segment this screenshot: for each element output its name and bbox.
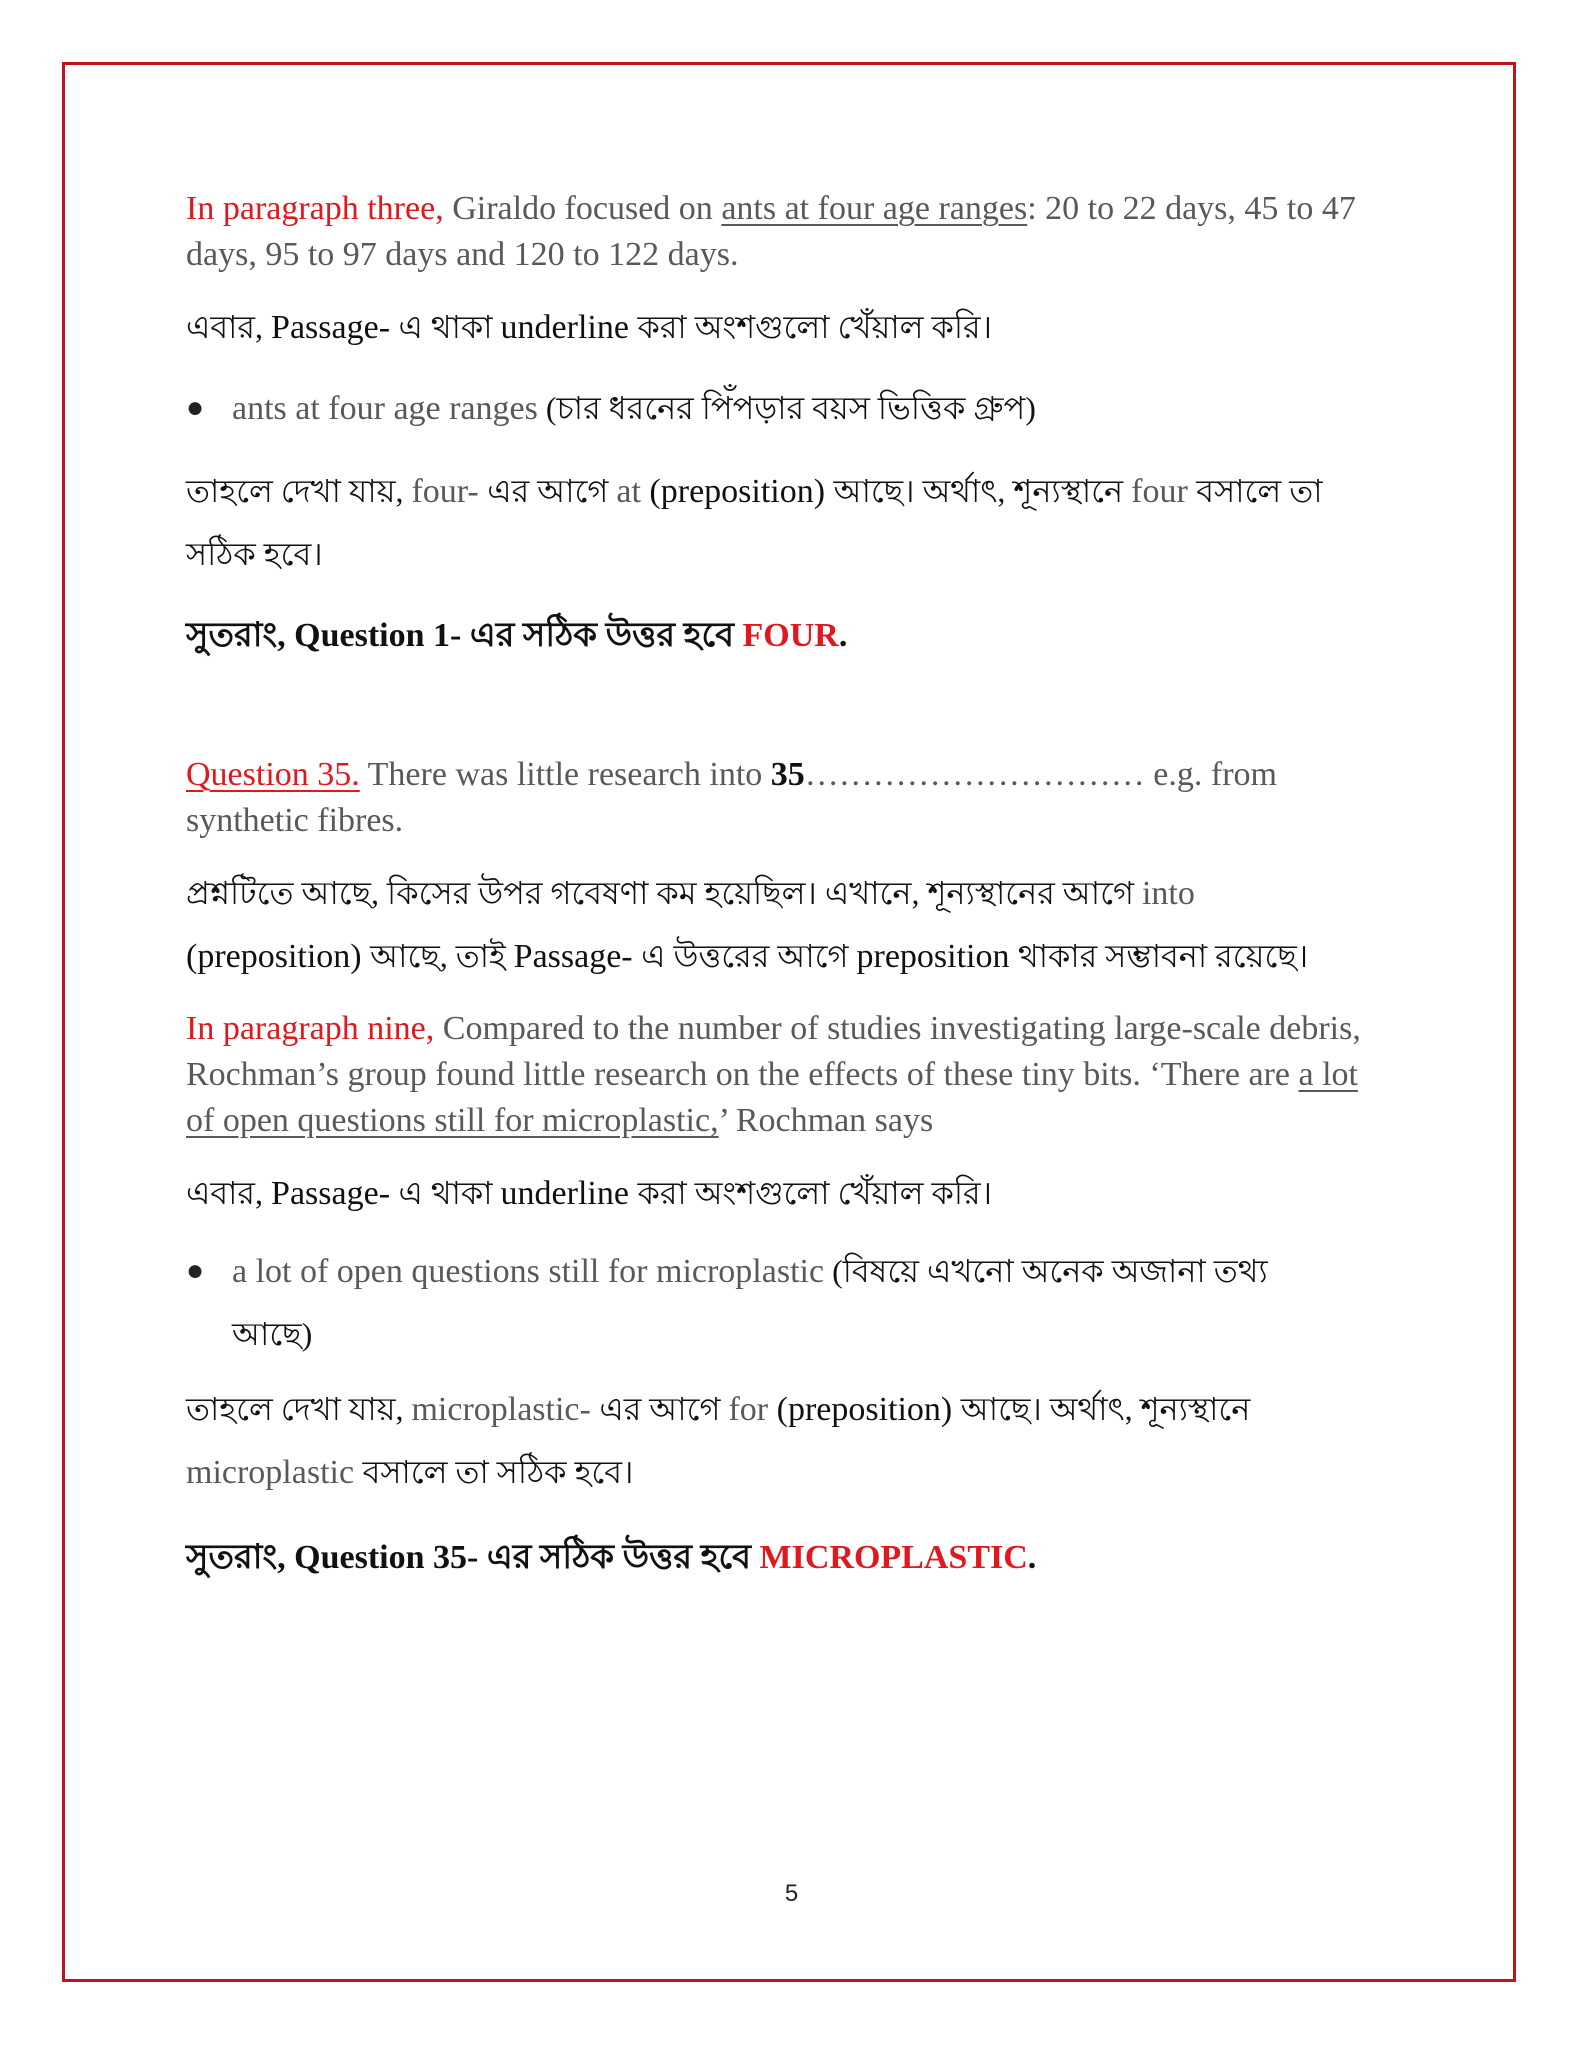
q1-passage-paragraph: In paragraph three, Giraldo focused on ants at four age ranges: 20 to 22 days, 45 to 47 days, 95 to 97 days and 120 to 122 days. xyxy=(186,190,1356,273)
q35-passage-paragraph: In paragraph nine, Compared to the number of studies investigating large-scale debris, Rochman’s group found little research on the effects of these tiny bits. ‘There are a lot of open questions still for microplastic,’ Rochman says xyxy=(186,1010,1361,1139)
q35-conclusion: সুতরাং, Question 35- এর সঠিক উত্তর হবে MICROPLASTIC. xyxy=(186,1539,1037,1576)
page-number: 5 xyxy=(784,1880,799,1907)
q1-explanation: তাহলে দেখা যায়, four- এর আগে at (preposition) আছে। অর্থাৎ, শূন্যস্থানে four বসালে তা সঠিক হবে। xyxy=(186,473,1323,572)
q35-bullet-item: ● a lot of open questions still for microplastic (বিষয়ে এখনো অনেক অজানা তথ্য আছে) xyxy=(186,1240,1346,1365)
bullet-dot-icon: ● xyxy=(186,391,205,424)
q35-question-number: 35 xyxy=(770,756,805,793)
q1-conclusion: সুতরাং, Question 1- এর সঠিক উত্তর হবে FOUR. xyxy=(186,617,848,654)
q35-question: Question 35. There was little research into 35………………………… e.g. from synthetic fibres. xyxy=(186,756,1277,839)
q35-explanation: তাহলে দেখা যায়, microplastic- এর আগে for (preposition) আছে। অর্থাৎ, শূন্যস্থানে microplastic বসালে তা সঠিক হবে। xyxy=(186,1391,1251,1491)
q35-question-label: Question 35. xyxy=(186,756,360,793)
q35-underlined-phrase: a lot of open questions still for microplastic, xyxy=(186,1056,1358,1139)
q1-underlined-phrase: ants at four age ranges xyxy=(721,190,1028,227)
q1-bullet-item: ● ants at four age ranges (চার ধরনের পিঁপড়ার বয়স ভিত্তিক গ্রুপ) xyxy=(186,377,1346,440)
q35-answer: MICROPLASTIC xyxy=(759,1539,1028,1576)
q1-answer: FOUR xyxy=(742,617,839,654)
q35-analysis: প্রশ্নটিতে আছে, কিসের উপর গবেষণা কম হয়েছিল। এখানে, শূন্যস্থানের আগে into (preposition) আছে, তাই Passage- এ উত্তরের আগে preposition থাকার সম্ভাবনা রয়েছে। xyxy=(186,875,1309,975)
q1-paragraph-label: In paragraph three, xyxy=(186,190,444,227)
bullet-dot-icon: ● xyxy=(186,1254,205,1287)
q35-observe-line: এবার, Passage- এ থাকা underline করা অংশগুলো খেঁয়াল করি। xyxy=(186,1175,993,1212)
q35-paragraph-label: In paragraph nine, xyxy=(186,1010,435,1047)
q1-observe-line: এবার, Passage- এ থাকা underline করা অংশগুলো খেঁয়াল করি। xyxy=(186,309,993,346)
